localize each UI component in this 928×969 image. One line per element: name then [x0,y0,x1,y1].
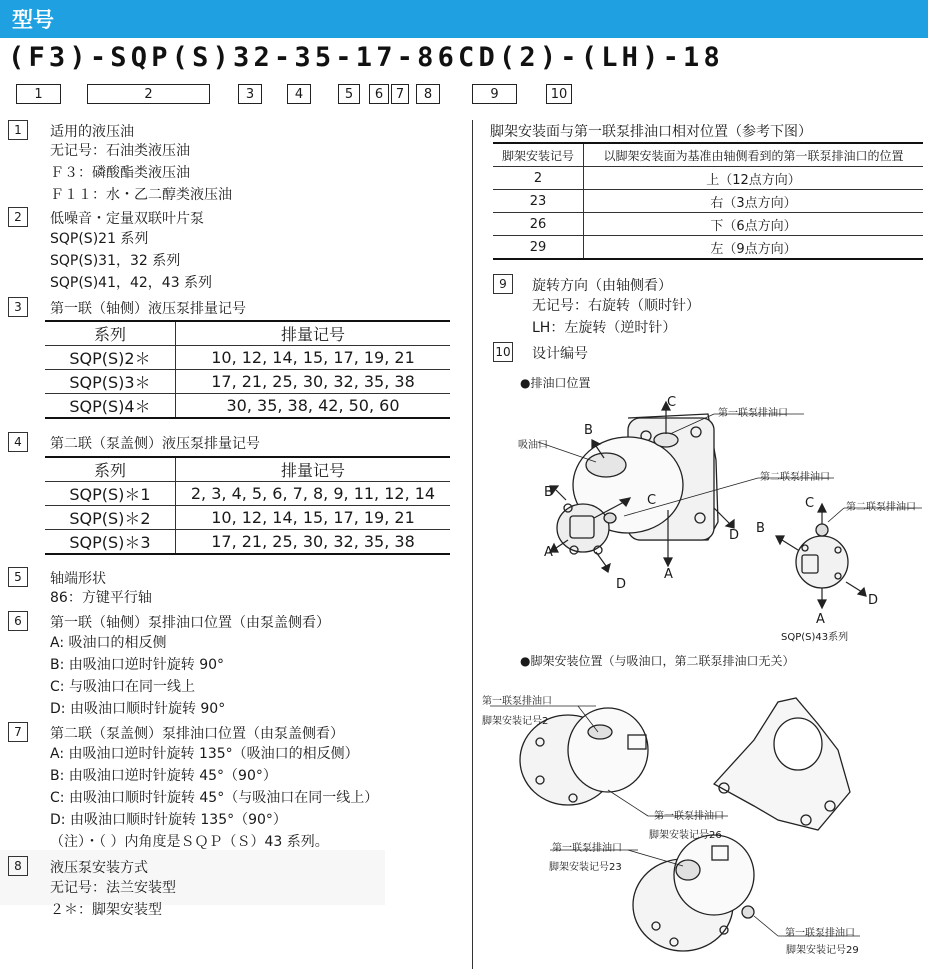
figure-1-title: ●排油口位置 [520,376,591,390]
model-code: (F3)-SQP(S)32-35-17-86CD(2)-(LH)-18 [8,42,724,73]
fig2-label-1a: 第一联泵排油口 [482,696,552,707]
label-suction-port: 吸油口 [518,440,548,451]
section-2-number: 2 [8,207,28,227]
table-row [493,213,923,236]
port-label-a: A [664,567,673,582]
table-cell: 23 [493,190,584,213]
label-second-outlet: 第二联泵排油口 [760,472,830,483]
table-header: 系列 [45,321,176,346]
section-4-table [45,456,450,555]
fig2-label-3b: 脚架安装记号23 [549,862,622,873]
table-header: 脚架安装记号 [493,143,584,167]
table-cell: 上（12点方向） [584,167,924,190]
label-first-outlet: 第一联泵排油口 [718,408,788,419]
table-cell: SQP(S)＊3 [45,530,176,555]
table-cell: 2 [493,167,584,190]
section-7-number: 7 [8,722,28,742]
table-cell: SQP(S)＊1 [45,482,176,506]
table-row [493,167,923,190]
section-2-line-2: SQP(S)31，32 系列 [50,253,181,269]
fig2-label-3a: 第一联泵排油口 [552,843,622,854]
section-8-number: 8 [8,856,28,876]
section-4-number: 4 [8,432,28,452]
table-cell: 17, 21, 25, 30, 32, 35, 38 [176,530,451,555]
table-cell: 右（3点方向） [584,190,924,213]
section-7-title: 第二联（泵盖侧）泵排油口位置（由泵盖侧看） [50,726,344,742]
code-box-10: 10 [546,84,572,104]
section-2-line-3: SQP(S)41，42，43 系列 [50,275,213,291]
section-1-line-1: 无记号：石油类液压油 [50,143,190,159]
section-6-line-2: B: 由吸油口逆时针旋转 90° [50,657,225,673]
section-1-line-2: Ｆ３：磷酸酯类液压油 [50,165,190,181]
section-9-line-2: LH：左旋转（逆时针） [532,320,677,336]
table-cell: 26 [493,213,584,236]
section-6-line-3: C: 与吸油口在同一线上 [50,679,195,695]
table-cell: SQP(S)＊2 [45,506,176,530]
port-label-c: C [667,395,677,410]
bracket-table [493,142,923,260]
section-6-number: 6 [8,611,28,631]
section-9-title: 旋转方向（由轴侧看） [532,278,672,294]
small-port-label-d: D [868,593,879,608]
small-port-label-c: C [805,496,815,511]
code-box-9: 9 [472,84,517,104]
table-header: 以脚架安装面为基准由轴侧看到的第一联泵排油口的位置 [584,143,924,167]
table-cell: SQP(S)3＊ [45,370,176,394]
pump-port-diagram [478,390,928,650]
fig2-label-2b: 脚架安装记号26 [649,830,722,841]
section-7-line-2: B: 由吸油口逆时针旋转 45°（90°） [50,768,277,784]
fig2-label-2a: 第一联泵排油口 [654,811,724,822]
section-6-line-4: D: 由吸油口顺时针旋转 90° [50,701,226,717]
code-box-3: 3 [238,84,262,104]
header-bar [0,0,928,38]
table-row [493,190,923,213]
table-header: 排量记号 [176,321,451,346]
table-row [45,506,450,530]
table-row [45,482,450,506]
section-5-title: 轴端形状 [50,571,106,587]
label-second-outlet-small: 第二联泵排油口 [846,502,916,513]
section-1-number: 1 [8,120,28,140]
table-header: 排量记号 [176,457,451,482]
table-row [45,346,450,370]
code-box-5: 5 [338,84,360,104]
port-label-c-end: C [647,493,657,508]
fig2-label-4a: 第一联泵排油口 [785,928,855,939]
port-label-a-end: A [544,545,553,560]
section-2-line-1: SQP(S)21 系列 [50,231,149,247]
fig2-label-1b: 脚架安装记号2 [482,716,549,727]
label-series: SQP(S)43系列 [781,632,849,643]
table-row [45,530,450,555]
column-divider [472,120,473,969]
bracket-table-title: 脚架安装面与第一联泵排油口相对位置（参考下图） [490,124,812,140]
section-5-number: 5 [8,567,28,587]
section-1-title: 适用的液压油 [50,124,134,140]
section-6-title: 第一联（轴侧）泵排油口位置（由泵盖侧看） [50,615,330,631]
section-3-table [45,320,450,419]
port-label-d-end: D [616,577,627,592]
port-label-b-end: B [544,485,553,500]
fig2-label-4b: 脚架安装记号29 [786,945,859,956]
section-8-title: 液压泵安装方式 [50,860,148,876]
section-3-title: 第一联（轴侧）液压泵排量记号 [50,301,246,317]
section-6-line-1: A: 吸油口的相反侧 [50,635,167,651]
section-7-line-3: C: 由吸油口顺时针旋转 45°（与吸油口在同一线上） [50,790,379,806]
port-label-d: D [729,528,740,543]
table-cell: 左（9点方向） [584,236,924,260]
table-cell: 10, 12, 14, 15, 17, 19, 21 [176,346,451,370]
section-9-line-1: 无记号：右旋转（顺时针） [532,298,700,314]
page-title: 型号 [12,8,54,32]
table-row [493,236,923,260]
code-box-1: 1 [16,84,61,104]
section-10-title: 设计编号 [532,346,588,362]
section-7-line-4: D: 由吸油口顺时针旋转 135°（90°） [50,812,287,828]
code-box-2: 2 [87,84,210,104]
table-cell: 29 [493,236,584,260]
table-cell: 10, 12, 14, 15, 17, 19, 21 [176,506,451,530]
code-box-6: 6 [369,84,389,104]
code-box-4: 4 [287,84,311,104]
section-10-number: 10 [493,342,513,362]
table-cell: 17, 21, 25, 30, 32, 35, 38 [176,370,451,394]
section-8-line-2: ２＊：脚架安装型 [50,902,162,918]
section-7-note: （注）・（ ）内角度是ＳＱＰ（Ｓ）43 系列。 [50,834,329,850]
code-box-7: 7 [391,84,409,104]
section-4-title: 第二联（泵盖侧）液压泵排量记号 [50,436,260,452]
section-9-number: 9 [493,274,513,294]
section-2-title: 低噪音・定量双联叶片泵 [50,211,204,227]
table-header: 系列 [45,457,176,482]
section-7-line-1: A: 由吸油口逆时针旋转 135°（吸油口的相反侧） [50,746,359,762]
figure-2-title: ●脚架安装位置（与吸油口，第二联泵排油口无关） [520,654,795,668]
port-label-b: B [584,423,593,438]
table-cell: SQP(S)4＊ [45,394,176,419]
section-5-line-1: 86：方键平行轴 [50,590,152,606]
table-row [45,370,450,394]
table-cell: 30, 35, 38, 42, 50, 60 [176,394,451,419]
section-3-number: 3 [8,297,28,317]
table-cell: SQP(S)2＊ [45,346,176,370]
small-port-label-a: A [816,612,825,627]
small-port-label-b: B [756,521,765,536]
table-cell: 2, 3, 4, 5, 6, 7, 8, 9, 11, 12, 14 [176,482,451,506]
code-box-8: 8 [416,84,440,104]
table-cell: 下（6点方向） [584,213,924,236]
table-row [45,394,450,419]
section-8-line-1: 无记号：法兰安装型 [50,880,176,896]
section-1-line-3: Ｆ１１：水・乙二醇类液压油 [50,187,232,203]
